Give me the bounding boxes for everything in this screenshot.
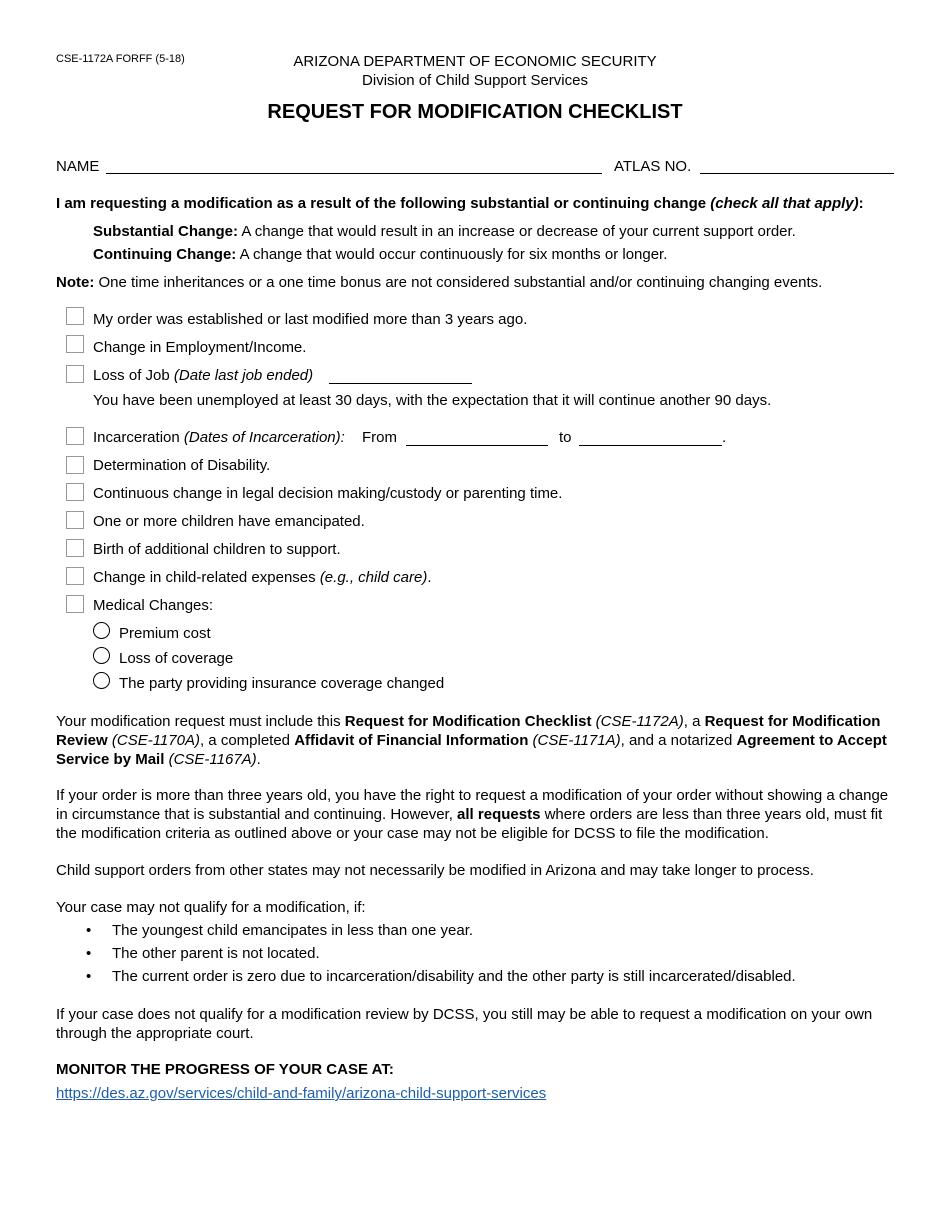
request-text: I am requesting a modification as a result of the following substantial or continuing change bbox=[56, 195, 711, 212]
label-custody-change: Continuous change in legal decision making/custody or parenting time. bbox=[93, 485, 563, 502]
required-documents-paragraph bbox=[56, 712, 896, 769]
child-expenses-italic: (e.g., child care) bbox=[319, 569, 428, 586]
p1-c: (CSE-1172A) bbox=[591, 713, 684, 730]
continuing-change-definition bbox=[93, 246, 667, 263]
label-child-expenses bbox=[93, 569, 432, 586]
bullet-2-mark: • bbox=[86, 945, 92, 962]
label-premium-cost: Premium cost bbox=[119, 625, 211, 642]
p1-a: Your modification request must include this bbox=[56, 713, 345, 730]
checkbox-medical-changes[interactable] bbox=[66, 595, 84, 613]
job-ended-date-field[interactable] bbox=[329, 383, 472, 384]
court-paragraph: If your case does not qualify for a modification review by DCSS, you still may be able to request a modification on your own through the appropriate court. bbox=[56, 1006, 873, 1042]
label-loss-of-job bbox=[93, 367, 313, 384]
loss-of-job-text: Loss of Job bbox=[93, 367, 174, 384]
division-name: Division of Child Support Services bbox=[362, 72, 588, 89]
p1-e: Request for Modification Review bbox=[56, 713, 881, 749]
request-statement bbox=[56, 195, 864, 212]
label-insurance-party-changed: The party providing insurance coverage changed bbox=[119, 675, 445, 692]
continuing-label: Continuing Change: bbox=[93, 246, 237, 263]
bullet-1-mark: • bbox=[86, 922, 92, 939]
bullet-1-text: The youngest child emancipates in less than one year. bbox=[112, 922, 474, 939]
p1-l: (CSE-1167A) bbox=[164, 751, 257, 768]
name-field[interactable] bbox=[106, 173, 602, 174]
substantial-text: A change that would result in an increase or decrease of your current support order. bbox=[238, 223, 796, 240]
label-employment-income: Change in Employment/Income. bbox=[93, 339, 307, 356]
radio-insurance-party-changed[interactable] bbox=[93, 672, 110, 689]
p1-h: Affidavit of Financial Information bbox=[294, 732, 529, 749]
p1-b: Request for Modification Checklist bbox=[344, 713, 592, 730]
bullet-3-mark: • bbox=[86, 968, 92, 985]
p2-b: all requests bbox=[457, 806, 541, 823]
atlas-number-field[interactable] bbox=[700, 173, 894, 174]
checkbox-loss-of-job[interactable] bbox=[66, 365, 84, 383]
bullet-2-text: The other parent is not located. bbox=[112, 945, 320, 962]
checkbox-child-expenses[interactable] bbox=[66, 567, 84, 585]
label-order-3-years: My order was established or last modified more than 3 years ago. bbox=[93, 311, 528, 328]
form-number: CSE-1172A FORFF (5-18) bbox=[56, 53, 185, 65]
incarceration-to-field[interactable] bbox=[579, 445, 722, 446]
note-text: One time inheritances or a one time bonus are not considered substantial and/or continuing changing events. bbox=[94, 274, 823, 291]
loss-of-job-note: You have been unemployed at least 30 days, with the expectation that it will continue another 90 days. bbox=[93, 392, 772, 409]
substantial-label: Substantial Change: bbox=[93, 223, 239, 240]
label-medical-changes: Medical Changes: bbox=[93, 597, 214, 614]
radio-premium-cost[interactable] bbox=[93, 622, 110, 639]
checkbox-order-3-years[interactable] bbox=[66, 307, 84, 325]
p1-m: . bbox=[256, 751, 261, 768]
incarceration-from-label: From bbox=[362, 429, 397, 446]
p1-d: , a bbox=[683, 713, 705, 730]
p1-k: Agreement to Accept Service by Mail bbox=[56, 732, 887, 768]
agency-header bbox=[0, 52, 950, 90]
bullet-3-text: The current order is zero due to incarceration/disability and the other party is still incarcerated/disabled. bbox=[112, 968, 796, 985]
label-birth-children: Birth of additional children to support. bbox=[93, 541, 341, 558]
p2-c: where orders are less than three years old, must fit the modification criteria as outlined above or your case may not be eligible for DCSS to file the modification. bbox=[56, 806, 883, 842]
note-label: Note: bbox=[56, 274, 95, 291]
continuing-text: A change that would occur continuously for six months or longer. bbox=[236, 246, 668, 263]
substantial-change-definition bbox=[93, 223, 796, 240]
monitor-heading: MONITOR THE PROGRESS OF YOUR CASE AT: bbox=[56, 1061, 394, 1078]
note bbox=[56, 274, 822, 291]
checkbox-custody-change[interactable] bbox=[66, 483, 84, 501]
child-expenses-text: Change in child-related expenses bbox=[93, 569, 320, 586]
p1-i: (CSE-1171A) bbox=[528, 732, 621, 749]
request-colon: : bbox=[858, 195, 864, 212]
agency-name: ARIZONA DEPARTMENT OF ECONOMIC SECURITY bbox=[293, 53, 657, 70]
request-italic: (check all that apply) bbox=[710, 195, 859, 212]
incarceration-italic: (Dates of Incarceration): bbox=[183, 429, 345, 446]
p2-a: If your order is more than three years old, you have the right to request a modification of your order without showing a change in circumstance that is substantial and continuing. However, bbox=[56, 787, 889, 823]
incarceration-text: Incarceration bbox=[93, 429, 184, 446]
label-disability: Determination of Disability. bbox=[93, 457, 271, 474]
atlas-label: ATLAS NO. bbox=[614, 158, 692, 175]
loss-of-job-italic: (Date last job ended) bbox=[173, 367, 314, 384]
three-years-paragraph bbox=[56, 786, 896, 843]
incarceration-from-field[interactable] bbox=[406, 445, 548, 446]
not-qualify-heading: Your case may not qualify for a modification, if: bbox=[56, 899, 366, 916]
incarceration-to-label: to bbox=[559, 429, 572, 446]
label-incarceration bbox=[93, 429, 345, 446]
page-title: REQUEST FOR MODIFICATION CHECKLIST bbox=[267, 101, 683, 123]
radio-loss-of-coverage[interactable] bbox=[93, 647, 110, 664]
checkbox-disability[interactable] bbox=[66, 456, 84, 474]
p1-g: , a completed bbox=[199, 732, 295, 749]
checkbox-birth-children[interactable] bbox=[66, 539, 84, 557]
monitor-link[interactable]: https://des.az.gov/services/child-and-family/arizona-child-support-services bbox=[56, 1085, 547, 1102]
p1-f: (CSE-1170A) bbox=[107, 732, 200, 749]
p1-j: , and a notarized bbox=[620, 732, 737, 749]
checkbox-children-emancipated[interactable] bbox=[66, 511, 84, 529]
other-states-paragraph: Child support orders from other states may not necessarily be modified in Arizona and may take longer to process. bbox=[56, 862, 814, 879]
name-label: NAME bbox=[56, 158, 100, 175]
label-children-emancipated: One or more children have emancipated. bbox=[93, 513, 365, 530]
checkbox-incarceration[interactable] bbox=[66, 427, 84, 445]
child-expenses-period: . bbox=[427, 569, 432, 586]
label-loss-of-coverage: Loss of coverage bbox=[119, 650, 234, 667]
incarceration-period: . bbox=[722, 429, 727, 446]
monitor-link-container bbox=[56, 1085, 546, 1102]
checkbox-employment-income[interactable] bbox=[66, 335, 84, 353]
